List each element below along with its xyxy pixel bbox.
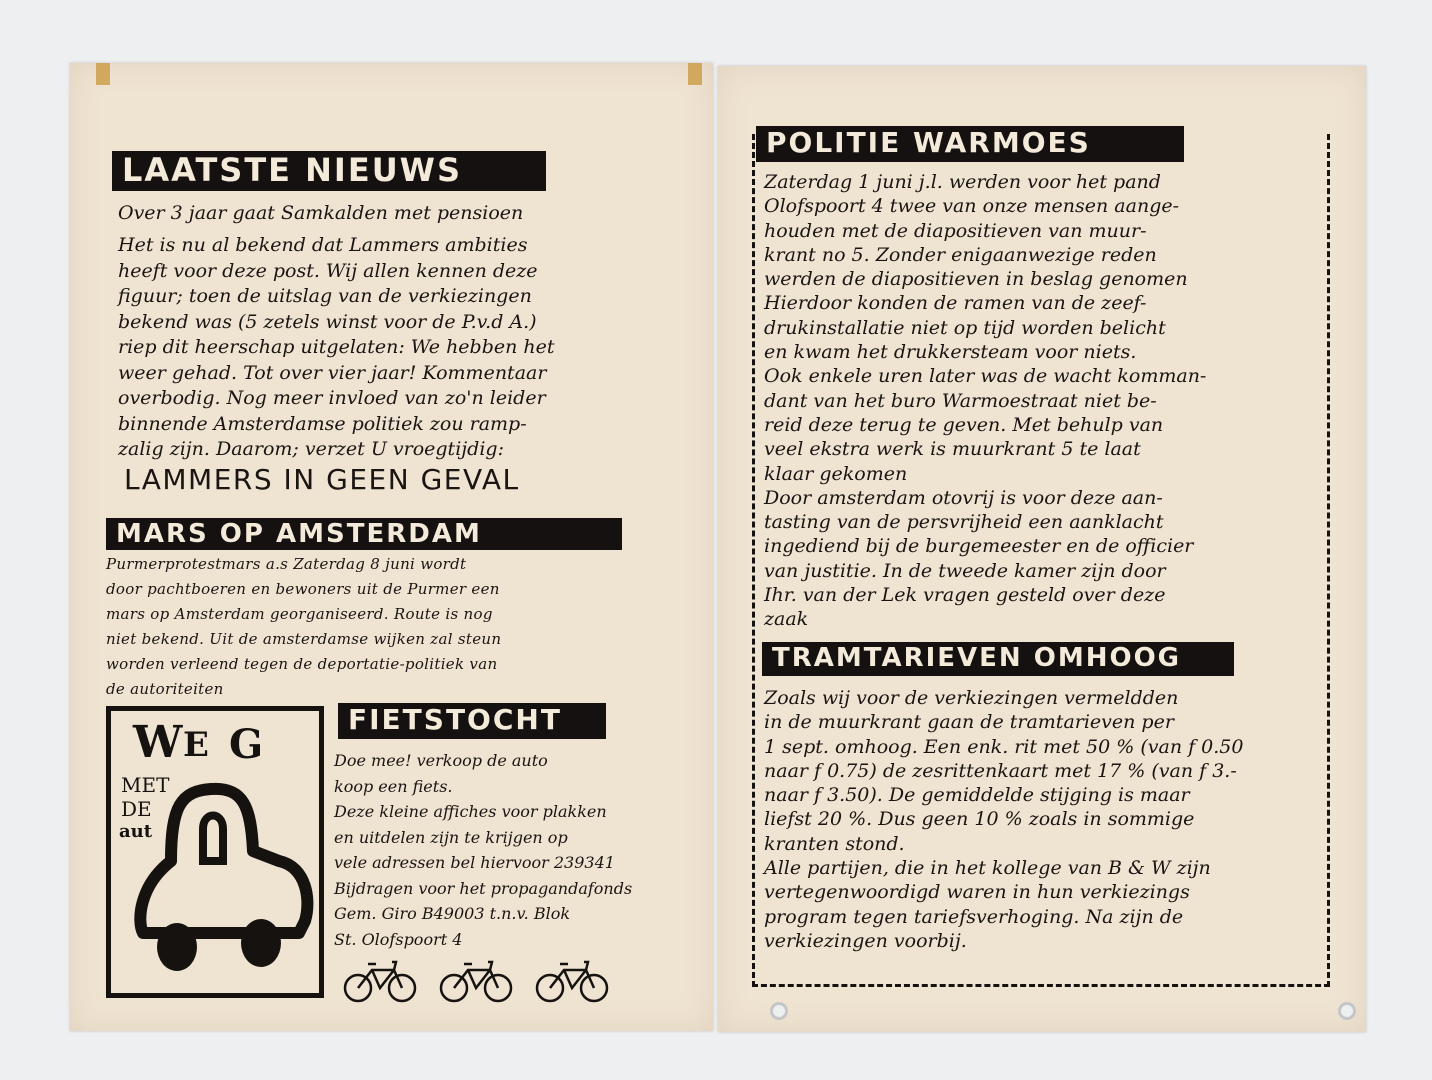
heading-tramtarieven-omhoog: TRAMTARIEVEN OMHOOG (762, 642, 1234, 676)
drawing-word: aut (119, 821, 153, 842)
article-politie-warmoes: Zaterdag 1 juni j.l. werden voor het pand Olofspoort 4 twee van onze mensen aange- houden met de diapositieven van muur- krant no 5. Zonder enigaanwezige reden werden de diapositieven in beslag genomen Hierdoor konden de ramen van de zeef- drukinstallatie niet op tijd worden belicht en kwam het drukkersteam voor niets. Ook enkele uren later was de wacht komman- dant van het buro Warmoestraat niet be- reid deze terug te geven. Met behulp van veel ekstra werk is muurkrant 5 te laat klaar gekomen Door amsterdam otovrij is voor deze aan- tasting van de persvrijheid een aanklacht ingediend bij de burgemeester en de officier van justitie. In de tweede kamer zijn door Ihr. van der Lek vragen gesteld over deze zaak (764, 171, 1207, 631)
article-laatste-nieuws: Het is nu al bekend dat Lammers ambities heeft voor deze post. Wij allen kennen deze figuur; toen de uitslag van de verkiezingen bekend was (5 zetels winst voor de P.v.d A.) riep dit heerschap uitgelaten: We hebben het weer gehad. Tot over vier jaar! Kommentaar overbodig. Nog meer invloed van zo'n leider binnende Amsterdamse politiek zou ramp- zalig zijn. Daarom; verzet U vroegtijdig: (118, 234, 555, 460)
article-tramtarieven: Zoals wij voor de verkiezingen vermeldden in de muurkrant gaan de tramtarieven per 1 sept. omhoog. Een enk. rit met 50 % (van f 0.50 naar f 0.75) de zesrittenkaart met 17 % (van f 3.- naar f 3.50). De gemiddelde stijging is maar liefst 20 %. Dus geen 10 % zoals in sommige kranten stond. Alle partijen, die in het kollege van B & W zijn vertegenwoordigd waren in hun verkiezings program tegen tariefsverhoging. Na zijn de verkiezingen voorbij. (764, 687, 1244, 952)
article-mars: Purmerprotestmars a.s Zaterdag 8 juni wordt door pachtboeren en bewoners uit de Purmer een mars op Amsterdam georganiseerd. Route is nog niet bekend. Uit de amsterdamse wijken zal steun worden verleend tegen de deportatie-politiek van de autoriteiten (106, 555, 502, 698)
bicycle-icon (534, 956, 610, 1004)
drawing-word: MET (121, 773, 170, 797)
heading-fietstocht: FIETSTOCHT (338, 703, 606, 739)
drawing-letter: G (229, 721, 264, 768)
grommet-icon (1338, 1002, 1356, 1020)
grommet-icon (770, 1002, 788, 1020)
bicycle-icon (342, 956, 418, 1004)
tape-strip (688, 63, 702, 85)
tape-strip (96, 63, 110, 85)
subtitle-samkalden: Over 3 jaar gaat Samkalden met pensioen (118, 202, 524, 224)
poster-sheet-right (718, 66, 1366, 1032)
poster-sheet-left (70, 63, 713, 1031)
car-icon (111, 711, 319, 993)
heading-laatste-nieuws: LAATSTE NIEUWS (112, 151, 546, 191)
drawing-word: DE (121, 797, 152, 821)
heading-mars-op-amsterdam: MARS OP AMSTERDAM (106, 518, 622, 550)
article-fietstocht: Doe mee! verkoop de auto koop een fiets. Deze kleine affiches voor plakken en uitdelen zijn te krijgen op vele adressen bel hiervoor 239341 Bijdragen voor het propagandafonds Gem. Giro B49003 t.n.v. Blok St. Olofspoort 4 (334, 751, 633, 949)
drawing-letter: W (133, 717, 183, 768)
bicycle-icon (438, 956, 514, 1004)
drawing-letter: E (183, 725, 209, 765)
slogan-lammers: LAMMERS IN GEEN GEVAL (124, 463, 520, 496)
weg-met-de-auto-drawing (106, 706, 324, 998)
heading-politie-warmoes: POLITIE WARMOES (756, 126, 1184, 162)
